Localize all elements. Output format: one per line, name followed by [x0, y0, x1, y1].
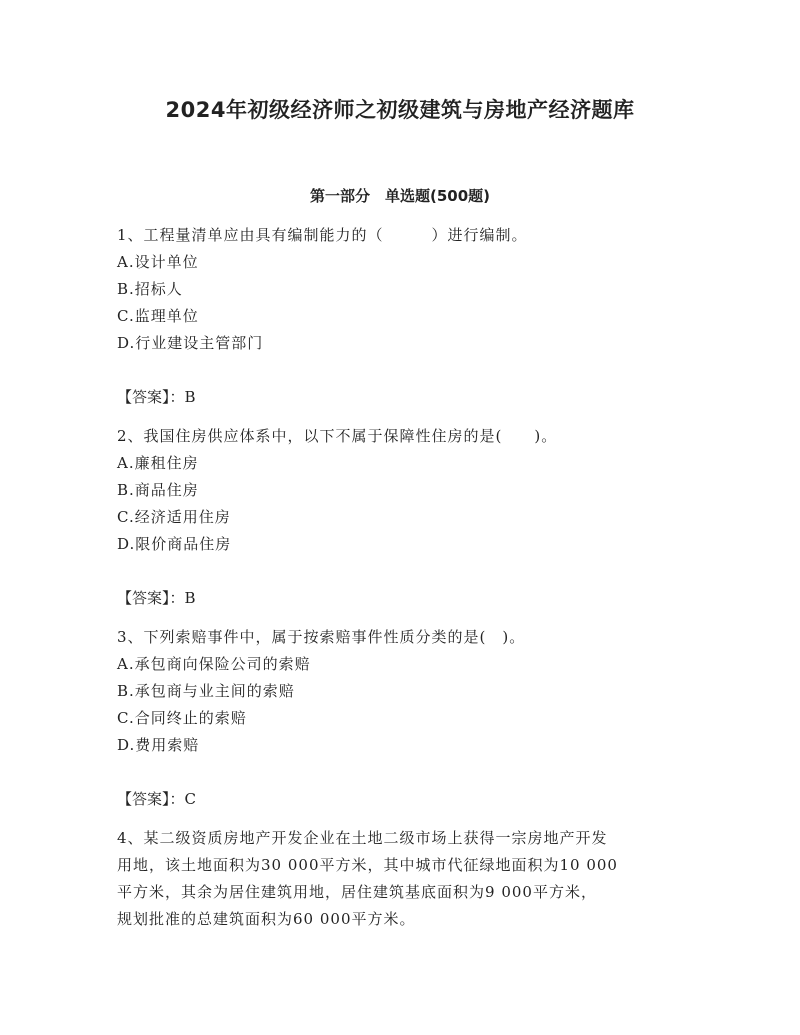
- question-stem: 3、下列索赔事件中，属于按索赔事件性质分类的是( )。: [117, 628, 526, 646]
- option-c: C.合同终止的索赔: [117, 709, 247, 727]
- answer-line: 【答案】：B: [117, 388, 196, 406]
- option-d: D.费用索赔: [117, 736, 200, 754]
- question-3: [117, 624, 687, 813]
- question-1: [117, 222, 687, 411]
- answer-line: 【答案】：C: [117, 790, 196, 808]
- option-a: A.设计单位: [117, 253, 199, 271]
- question-stem: 2、我国住房供应体系中，以下不属于保障性住房的是( )。: [117, 427, 558, 445]
- question-list: [117, 222, 687, 933]
- option-b: B.招标人: [117, 280, 183, 298]
- option-d: D.行业建设主管部门: [117, 334, 264, 352]
- question-text-line: 平方米，其余为居住建筑用地，居住建筑基底面积为9 000平方米，: [117, 883, 597, 901]
- question-4: [117, 825, 687, 933]
- option-c: C.经济适用住房: [117, 508, 231, 526]
- question-text-line: 规划批准的总建筑面积为60 000平方米。: [117, 910, 416, 928]
- question-text-line: 4、某二级资质房地产开发企业在土地二级市场上获得一宗房地产开发: [117, 829, 608, 847]
- option-b: B.商品住房: [117, 481, 199, 499]
- answer-line: 【答案】：B: [117, 589, 196, 607]
- section-heading: 第一部分 单选题(500题): [309, 187, 491, 205]
- document-title: 2024年初级经济师之初级建筑与房地产经济题库: [165, 98, 635, 122]
- option-b: B.承包商与业主间的索赔: [117, 682, 295, 700]
- question-stem: 1、工程量清单应由具有编制能力的（ ）进行编制。: [117, 226, 528, 244]
- option-d: D.限价商品住房: [117, 535, 232, 553]
- option-a: A.承包商向保险公司的索赔: [117, 655, 311, 673]
- question-2: [117, 423, 687, 612]
- option-c: C.监理单位: [117, 307, 199, 325]
- question-text-line: 用地，该土地面积为30 000平方米，其中城市代征绿地面积为10 000: [117, 856, 618, 874]
- option-a: A.廉租住房: [117, 454, 199, 472]
